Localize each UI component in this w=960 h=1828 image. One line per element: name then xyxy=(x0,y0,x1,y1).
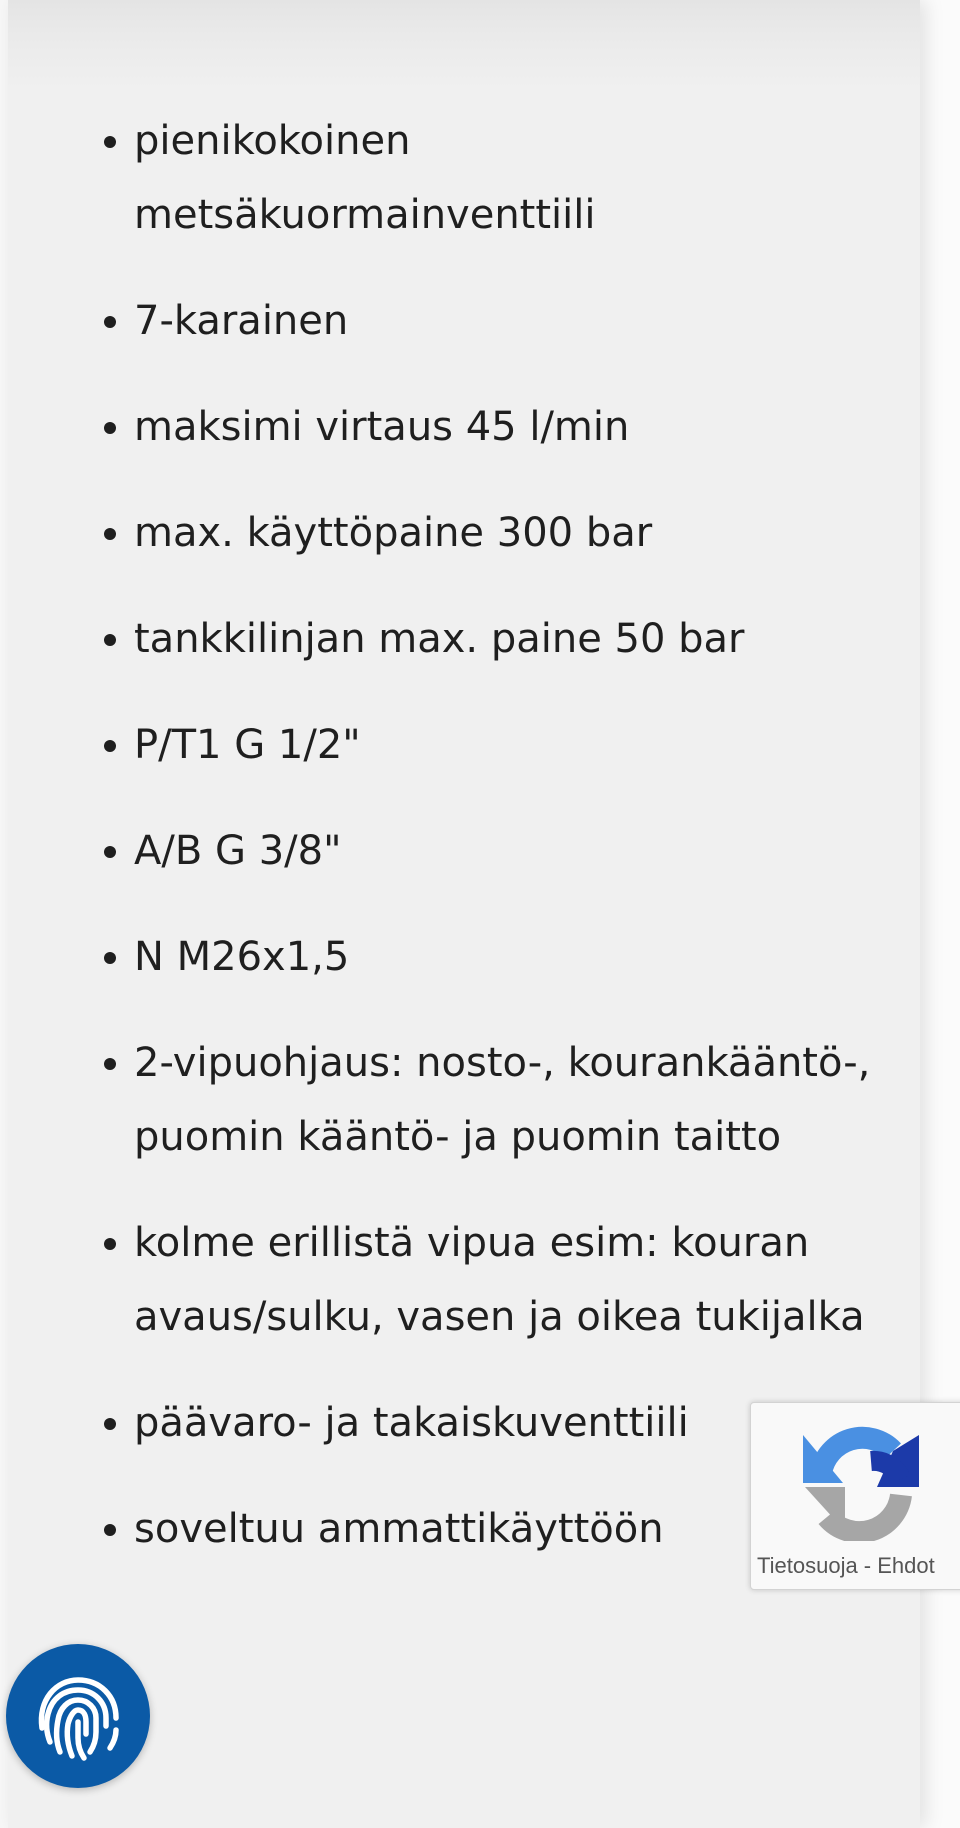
spec-item: N M26x1,5 xyxy=(134,920,874,994)
spec-item: 7-karainen xyxy=(134,284,874,358)
fingerprint-icon xyxy=(28,1666,128,1766)
spec-item: soveltuu ammattikäyttöön xyxy=(134,1492,874,1566)
spec-item: 2-vipuohjaus: nosto-, kourankääntö-, puomin kääntö- ja puomin taitto xyxy=(134,1026,874,1174)
panel-top-shade xyxy=(8,0,920,90)
spec-item: pienikokoinen metsäkuormainventtiili xyxy=(134,104,874,252)
recaptcha-separator: - xyxy=(857,1553,878,1578)
recaptcha-privacy-link[interactable]: Tietosuoja xyxy=(757,1553,858,1578)
recaptcha-links xyxy=(757,1553,935,1579)
spec-item: päävaro- ja takaiskuventtiili xyxy=(134,1386,874,1460)
spec-list xyxy=(8,104,920,1598)
consent-fingerprint-button[interactable] xyxy=(6,1644,150,1788)
recaptcha-logo-icon xyxy=(801,1421,921,1541)
recaptcha-terms-link[interactable]: Ehdot xyxy=(877,1553,935,1578)
spec-item: max. käyttöpaine 300 bar xyxy=(134,496,874,570)
spec-item: A/B G 3/8" xyxy=(134,814,874,888)
recaptcha-badge[interactable] xyxy=(750,1402,960,1590)
spec-item: maksimi virtaus 45 l/min xyxy=(134,390,874,464)
spec-item: tankkilinjan max. paine 50 bar xyxy=(134,602,874,676)
spec-item: kolme erillistä vipua esim: kouran avaus/sulku, vasen ja oikea tukijalka xyxy=(134,1206,874,1354)
spec-item: P/T1 G 1/2" xyxy=(134,708,874,782)
